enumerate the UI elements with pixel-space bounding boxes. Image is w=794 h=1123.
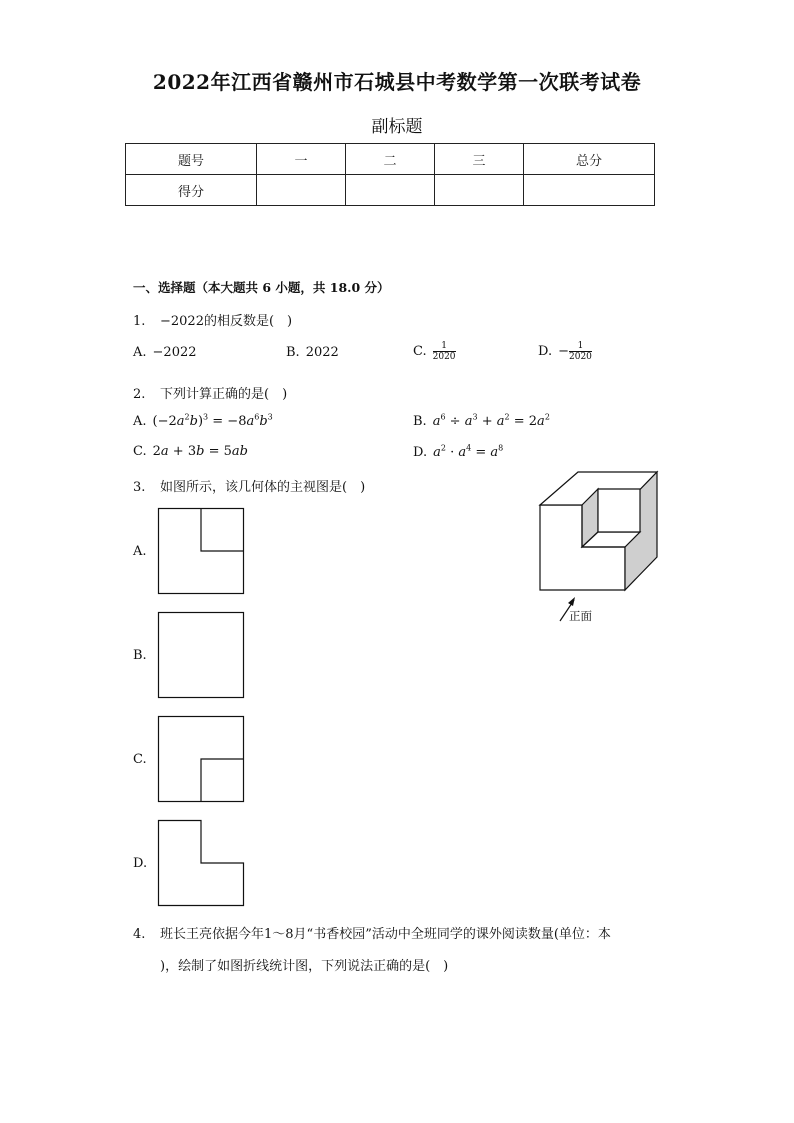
score-table-score-row — [126, 175, 655, 206]
question-4-cont: )，绘制了如图折线统计图，下列说法正确的是( ) — [160, 959, 449, 974]
fraction-numerator: 1 — [433, 341, 456, 352]
fraction-denominator: 2020 — [432, 352, 456, 362]
question-4 — [133, 923, 693, 942]
fraction — [569, 341, 592, 362]
score-table-header-row — [126, 144, 655, 175]
fraction — [433, 341, 456, 362]
minus-sign: − — [558, 344, 569, 359]
score-cell — [524, 175, 655, 206]
q3-option-d-label: D. — [133, 856, 148, 871]
formula: $a^6 \div a^3 + a^2 = 2a^2$ — [432, 413, 550, 430]
q3-option-c-label: C. — [133, 752, 147, 767]
fraction-numerator: 1 — [569, 341, 592, 352]
score-header-cell: 总分 — [524, 144, 655, 175]
score-cell — [257, 175, 346, 206]
view-outline — [159, 613, 244, 698]
question-number: 4. — [133, 927, 146, 942]
option-label: B. — [286, 345, 300, 360]
q1-option-a — [133, 345, 197, 360]
q1-option-d — [538, 341, 592, 362]
q3-option-b-label: B. — [133, 648, 147, 663]
fraction-denominator: 2020 — [569, 352, 592, 362]
score-row-label: 得分 — [126, 175, 257, 206]
question-3 — [133, 476, 365, 495]
q2-option-d — [413, 444, 503, 460]
solid-figure — [520, 465, 670, 630]
cutout-back-wall — [598, 489, 640, 532]
q2-option-c — [133, 444, 248, 459]
question-1 — [133, 310, 292, 329]
option-label: A. — [133, 345, 147, 360]
score-header-cell: 三 — [435, 144, 524, 175]
front-arrow-head — [568, 597, 575, 606]
option-label: C. — [413, 344, 427, 359]
question-text: −2022的相反数是( ) — [160, 314, 293, 329]
question-2 — [133, 383, 287, 402]
q2-option-b — [413, 413, 550, 429]
formula: $(-2a^2b)^3 = -8a^6b^3$ — [152, 413, 273, 430]
formula: 2a + 3b = 5ab — [152, 444, 248, 459]
q1-option-c — [413, 341, 456, 362]
q3-option-a-label: A. — [133, 544, 147, 559]
score-header-cell: 题号 — [126, 144, 257, 175]
score-table — [125, 143, 655, 206]
question-number: 2. — [133, 387, 146, 402]
option-text: 2022 — [305, 345, 339, 360]
q3-option-d-figure — [158, 820, 244, 906]
exam-subtitle: 副标题 — [371, 117, 423, 137]
q3-option-b-figure — [158, 612, 244, 698]
formula: $a^2 \cdot a^4 = a^8$ — [433, 444, 504, 461]
score-header-cell: 二 — [346, 144, 435, 175]
option-label: A. — [133, 414, 147, 430]
q3-option-c-figure — [158, 716, 244, 802]
q2-option-a — [133, 413, 273, 429]
q1-option-b — [286, 345, 339, 360]
q3-option-a-figure — [158, 508, 244, 594]
question-text-line1: 班长王亮依据今年1～8月“书香校园”活动中全班同学的课外阅读数量(单位：本 — [160, 927, 611, 942]
score-cell — [346, 175, 435, 206]
score-header-cell: 一 — [257, 144, 346, 175]
option-label: C. — [133, 444, 147, 459]
score-cell — [435, 175, 524, 206]
section-heading: 一、选择题（本大题共 6 小题，共 18.0 分） — [133, 280, 390, 295]
question-number: 3. — [133, 480, 146, 495]
exam-title: 2022年江西省赣州市石城县中考数学第一次联考试卷 — [152, 70, 642, 94]
view-outline — [159, 821, 244, 906]
option-label: D. — [413, 445, 428, 461]
option-label: B. — [413, 414, 427, 430]
front-label: 正面 — [569, 609, 592, 623]
question-text: 下列计算正确的是( ) — [160, 387, 288, 402]
option-text: −2022 — [152, 345, 197, 360]
question-number: 1. — [133, 314, 146, 329]
question-text: 如图所示，该几何体的主视图是( ) — [160, 480, 366, 495]
option-label: D. — [538, 344, 553, 359]
